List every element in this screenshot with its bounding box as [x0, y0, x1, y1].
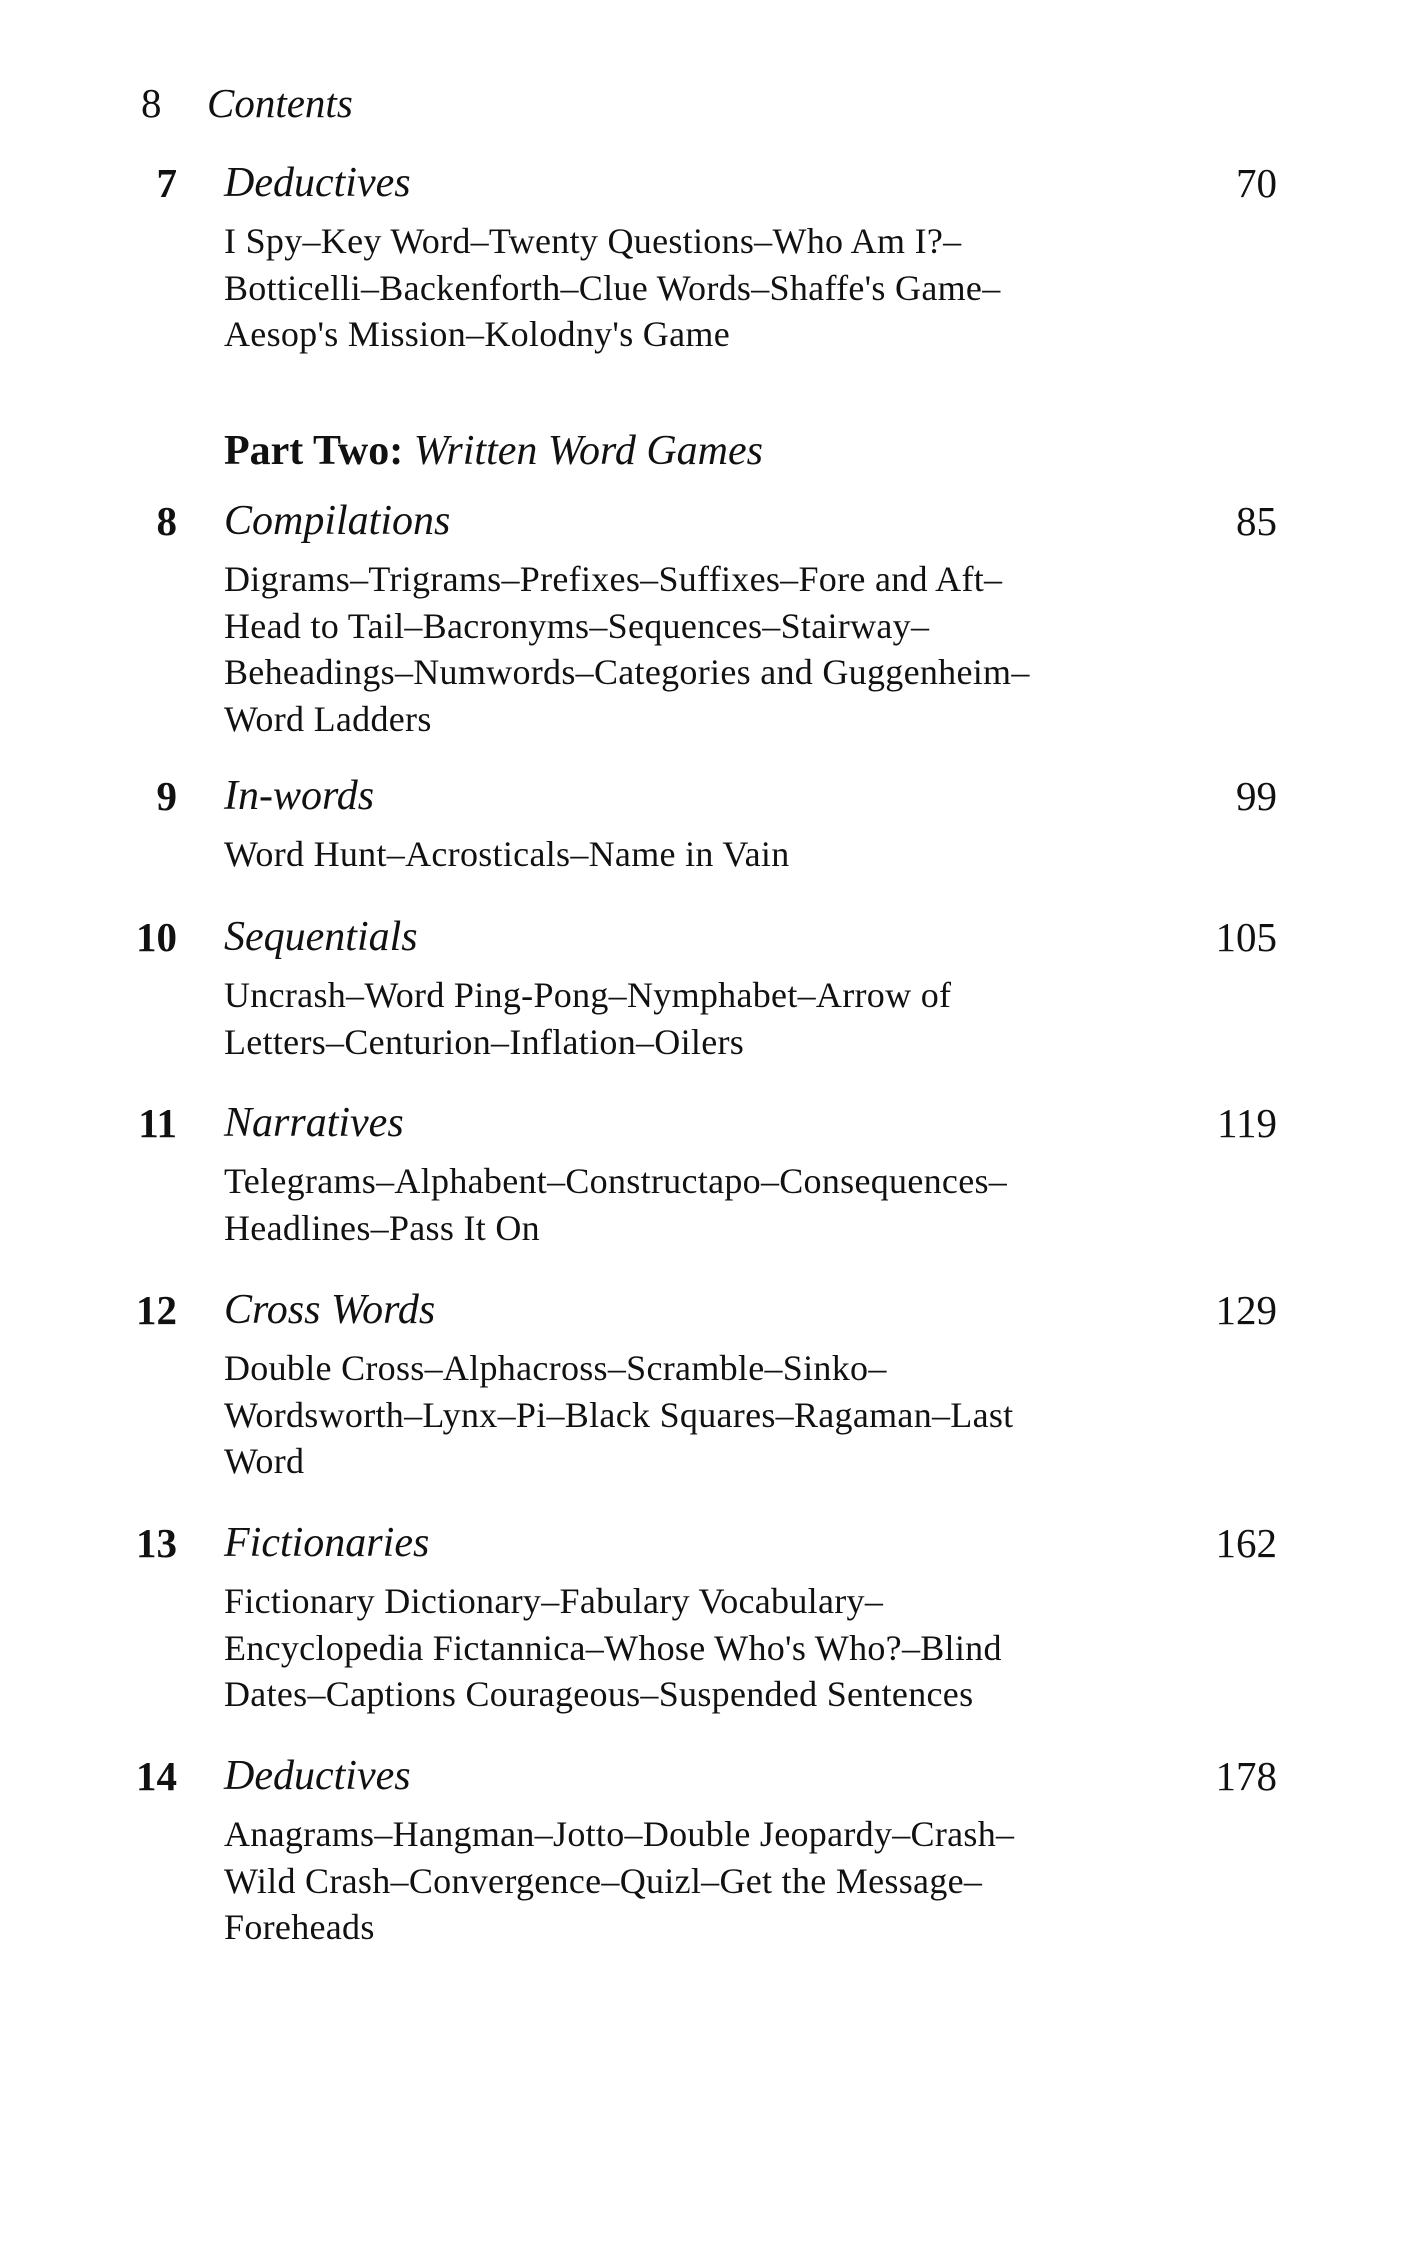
chapter-games-list: Anagrams–Hangman–Jotto–Double Jeopardy–Crash– Wild Crash–Convergence–Quizl–Get the Message– Foreheads	[224, 1814, 1015, 1947]
chapter-number: 12	[136, 1287, 177, 1333]
chapter-title[interactable]: Cross Words	[224, 1287, 436, 1333]
chapter-games-list: Uncrash–Word Ping-Pong–Nymphabet–Arrow of Letters–Centurion–Inflation–Oilers	[224, 975, 952, 1062]
chapter-title[interactable]: Deductives	[224, 1753, 411, 1799]
chapter-page-number: 129	[1215, 1287, 1277, 1333]
chapter-games-list: Double Cross–Alphacross–Scramble–Sinko– Wordsworth–Lynx–Pi–Black Squares–Ragaman–Last Word	[224, 1348, 1014, 1481]
chapter-number: 13	[136, 1520, 177, 1566]
chapter-title[interactable]: In-words	[224, 773, 375, 819]
chapter-title[interactable]: Sequentials	[224, 914, 418, 960]
chapter-page-number: 99	[1236, 773, 1277, 819]
chapter-games-list: Digrams–Trigrams–Prefixes–Suffixes–Fore and Aft– Head to Tail–Bacronyms–Sequences–Stairway– Beheadings–Numwords–Categories and Guggenheim– Word Ladders	[224, 559, 1030, 739]
chapter-games-list: Telegrams–Alphabent–Constructapo–Consequences– Headlines–Pass It On	[224, 1161, 1008, 1248]
chapter-page-number: 119	[1217, 1100, 1277, 1146]
chapter-page-number: 178	[1215, 1753, 1277, 1799]
chapter-number: 10	[136, 914, 177, 960]
chapter-games-list: Word Hunt–Acrosticals–Name in Vain	[224, 834, 790, 874]
chapter-title[interactable]: Fictionaries	[224, 1520, 430, 1566]
part-two-heading	[224, 426, 763, 476]
chapter-title[interactable]: Narratives	[224, 1100, 404, 1146]
page-folio: 8	[141, 80, 162, 126]
chapter-games-list: I Spy–Key Word–Twenty Questions–Who Am I?– Botticelli–Backenforth–Clue Words–Shaffe's Game– Aesop's Mission–Kolodny's Game	[224, 221, 1001, 354]
running-head-title: Contents	[207, 80, 353, 126]
chapter-number: 8	[156, 498, 177, 544]
chapter-page-number: 162	[1215, 1520, 1277, 1566]
chapter-games-list: Fictionary Dictionary–Fabulary Vocabulary– Encyclopedia Fictannica–Whose Who's Who?–Blind Dates–Captions Courageous–Suspended Sentences	[224, 1581, 1002, 1714]
chapter-number: 11	[138, 1100, 177, 1146]
chapter-title[interactable]: Compilations	[224, 498, 451, 544]
chapter-page-number: 105	[1215, 914, 1277, 960]
chapter-number: 14	[136, 1753, 177, 1799]
part-label: Part Two:	[224, 428, 404, 474]
chapter-page-number: 85	[1236, 498, 1277, 544]
chapter-number: 9	[156, 773, 177, 819]
part-title: Written Word Games	[413, 428, 763, 474]
chapter-page-number: 70	[1236, 160, 1277, 206]
running-head	[141, 78, 353, 128]
chapter-number: 7	[156, 160, 177, 206]
chapter-title[interactable]: Deductives	[224, 160, 411, 206]
